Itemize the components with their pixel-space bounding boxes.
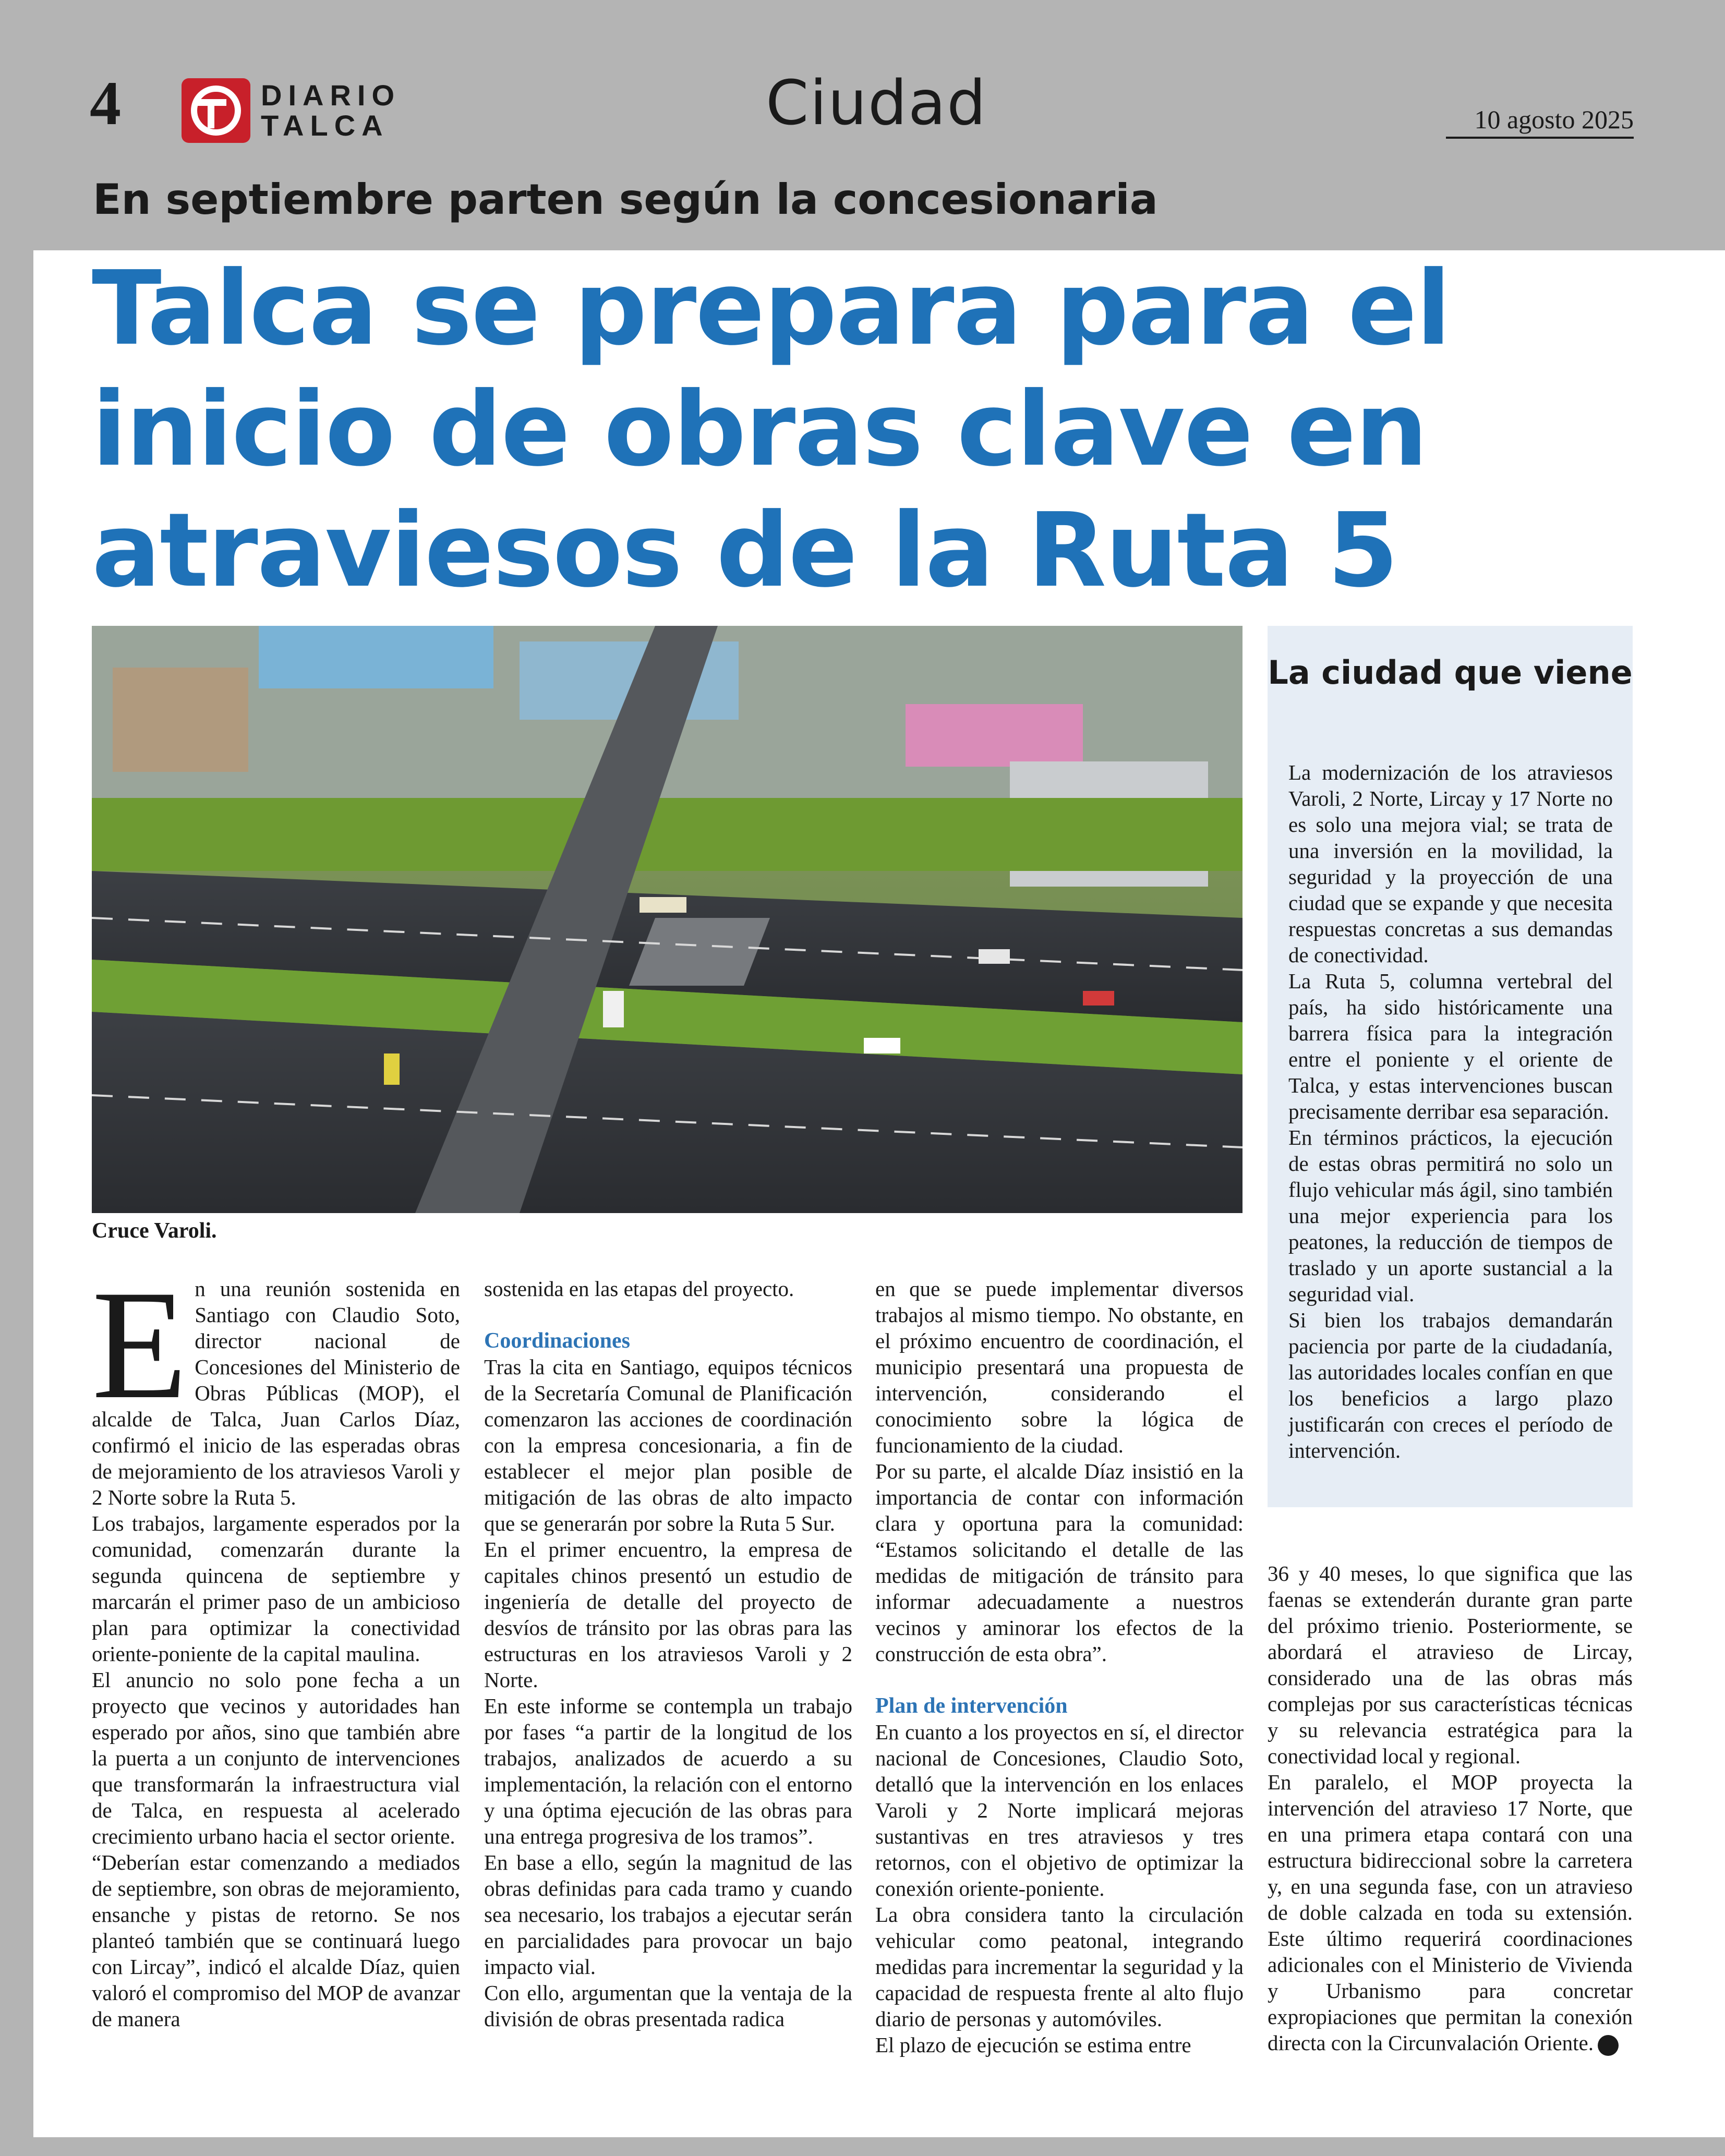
photo-caption: Cruce Varoli. [92, 1219, 217, 1243]
body-paragraph: En base a ello, según la magnitud de las obras definidas para cada tramo y cuando sea necesario, los trabajos a ejecutar serán en parcialidades para provocar un bajo impacto vial. [484, 1850, 852, 1979]
issue-date: 10 agosto 2025 [1446, 104, 1634, 139]
body-column-2 [484, 1276, 852, 2032]
body-paragraph: En paralelo, el MOP proyecta la intervención del atravieso 17 Norte, que en una primera etapa contará con una estructura bidireccional sobre la carretera y, en una segunda fase, con un atravieso de doble calzada en toda su extensión. Este último requerirá coordinaciones adicionales con el Ministerio de Vivienda y Urbanismo para concretar expropiaciones que permitan la conexión directa con la Circunvalación Oriente. [1268, 1770, 1633, 2055]
subhead-plan-de-intervencion: Plan de intervención [875, 1694, 1068, 1718]
body-paragraph: La obra considera tanto la circulación vehicular como peatonal, integrando medidas para incrementar la seguridad y la capacidad de respuesta frente al alto flujo diario de personas y automóviles. [875, 1903, 1244, 2031]
body-column-1 [92, 1258, 460, 2032]
logo-text-line1: DIARIO [261, 79, 401, 112]
body-paragraph: En este informe se contempla un trabajo por fases “a partir de la longitud de los trabajos, analizados de acuerdo a su implementación, la relación con el entorno y una óptima ejecución de las obras para una entrega progresiva de los tramos”. [484, 1694, 852, 1848]
body-paragraph: Por su parte, el alcalde Díaz insistió en la importancia de contar con información clara y oportuna para la comunidad: “Estamos solicitando el detalle de las medidas de mitigación de tránsito para informar adecuadamente a nuestros vecinos y aminorar los efectos de la construcción de esta obra”. [875, 1459, 1244, 1666]
aerial-photo-cruce-varoli [92, 626, 1243, 1213]
sidebar-paragraph: La modernización de los atraviesos Varoli, 2 Norte, Lircay y 17 Norte no es solo una mejora vial; se trata de una inversión en la movilidad, la seguridad y la proyección de una ciudad que se expande y que necesita respuestas concretas a sus demandas de conectividad. [1288, 760, 1613, 967]
logo-mark-icon [182, 78, 250, 143]
body-paragraph: n una reunión sostenida en Santiago con Claudio Soto, director nacional de Concesiones del Ministerio de Obras Públicas (MOP), el alcalde de Talca, Juan Carlos Díaz, confirmó el inicio de las esperadas obras de mejoramiento de los atraviesos Varoli y 2 Norte sobre la Ruta 5. [92, 1277, 460, 1509]
diario-talca-logo [182, 78, 401, 143]
sidebar-box [1268, 626, 1633, 1507]
body-paragraph: El plazo de ejecución se estima entre [875, 2033, 1191, 2057]
subhead-coordinaciones: Coordinaciones [484, 1329, 631, 1353]
body-paragraph: 36 y 40 meses, lo que significa que las faenas se extenderán durante gran parte del próximo trienio. Posteriormente, se abordará el atravieso de Lircay, considerado una de las obras más complejas por sus características técnicas y su relevancia estratégica para la conectividad local y regional. [1268, 1561, 1633, 1768]
body-column-4 [1268, 1560, 1633, 2056]
sidebar-paragraph: La Ruta 5, columna vertebral del país, ha sido históricamente una barrera física para la integración entre el poniente y el oriente de Talca, y estas intervenciones buscan precisamente derribar esa separación. [1288, 969, 1613, 1123]
body-paragraph: sostenida en las etapas del proyecto. [484, 1277, 794, 1301]
body-paragraph: Con ello, argumentan que la ventaja de la división de obras presentada radica [484, 1981, 852, 2031]
body-paragraph: El anuncio no solo pone fecha a un proyecto que vecinos y autoridades han esperado por años, sino que también abre la puerta a un conjunto de intervenciones que transformarán la infraestructura vial de Talca, en respuesta al acelerado crecimiento urbano hacia el sector oriente. [92, 1668, 460, 1848]
section-title: Ciudad [766, 67, 987, 139]
sidebar-paragraph: En términos prácticos, la ejecución de estas obras permitirá no solo un flujo vehicular más ágil, sino también una mejor experiencia para los peatones, la reducción de tiempos de traslado y un aporte sustancial a la seguridad vial. [1288, 1125, 1613, 1306]
body-paragraph: “Deberían estar comenzando a mediados de septiembre, son obras de mejoramiento, ensanche y pistas de retorno. Se nos planteó también que se continuará luego con Lircay”, indicó el alcalde Díaz, quien valoró el compromiso del MOP de avanzar de manera [92, 1850, 460, 2031]
drop-cap: E [92, 1258, 188, 1431]
article-headline: Talca se prepara para el inicio de obras clave en atraviesos de la Ruta 5 [92, 249, 1450, 610]
end-mark-icon [1598, 2035, 1619, 2056]
body-paragraph: Tras la cita en Santiago, equipos técnicos de la Secretaría Comunal de Planificación comenzaron las acciones de coordinación con la empresa concesionaria, a fin de establecer el mejor plan posible de mitigación de las obras de alto impacto que se generarán por sobre la Ruta 5 Sur. [484, 1355, 852, 1535]
body-column-3 [875, 1276, 1244, 2058]
sidebar-paragraph: Si bien los trabajos demandarán paciencia por parte de la ciudadanía, las autoridades locales confían en que los beneficios a largo plazo justificarán con creces el período de intervención. [1288, 1308, 1613, 1462]
sidebar-title: La ciudad que viene [1268, 653, 1633, 692]
article-kicker: En septiembre parten según la concesionaria [93, 175, 1158, 224]
body-paragraph: en que se puede implementar diversos trabajos al mismo tiempo. No obstante, en el próximo encuentro de coordinación, el municipio presentará una propuesta de intervención, considerando el conocimiento sobre la lógica de funcionamiento de la ciudad. [875, 1277, 1244, 1457]
body-paragraph: En cuanto a los proyectos en sí, el director nacional de Concesiones, Claudio Soto, detalló que la intervención en los enlaces Varoli y 2 Norte implicará mejoras sustantivas en tres atraviesos y tres retornos, con el objetivo de optimizar la conexión oriente-poniente. [875, 1720, 1244, 1900]
logo-text-line2: TALCA [261, 109, 389, 142]
body-paragraph: En el primer encuentro, la empresa de capitales chinos presentó un estudio de ingeniería de detalle del proyecto de desvíos de tránsito por las obras para las estructuras en los atraviesos Varoli y 2 Norte. [484, 1537, 852, 1692]
page-number: 4 [90, 68, 121, 138]
body-paragraph: Los trabajos, largamente esperados por la comunidad, comenzarán durante la segunda quincena de septiembre y marcarán el primer paso de un ambicioso plan para optimizar la conectividad oriente-poniente de la capital maulina. [92, 1511, 460, 1666]
